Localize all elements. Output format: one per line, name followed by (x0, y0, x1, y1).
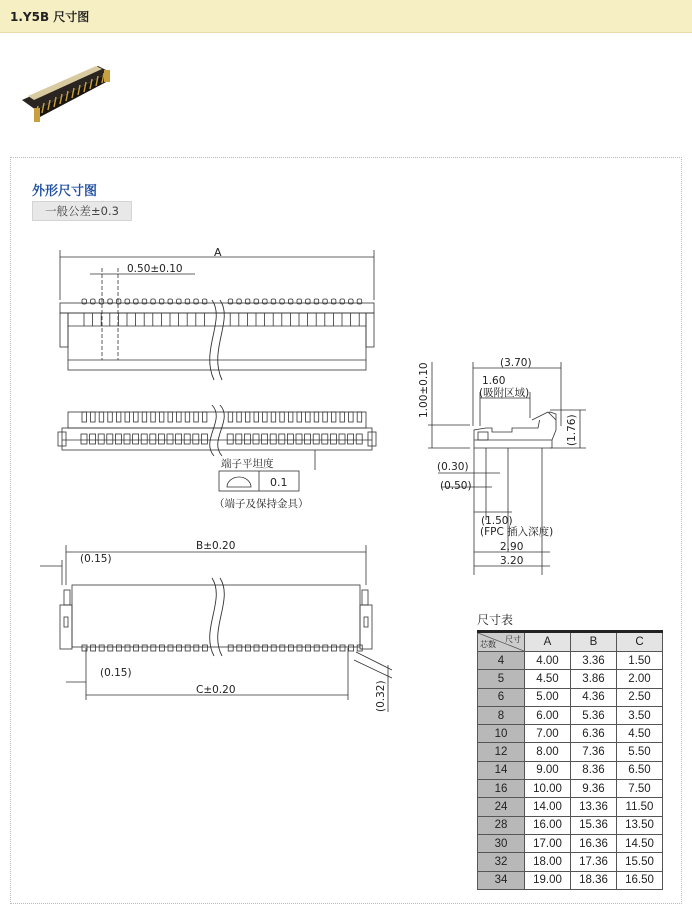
front-rib (280, 412, 285, 422)
front-rib (340, 412, 345, 422)
dim-b-cell: 9.36 (571, 780, 617, 798)
bottom-pin (340, 645, 345, 651)
bottom-pin (202, 645, 207, 651)
front-rib (349, 412, 354, 422)
core-count-cell: 24 (478, 798, 525, 816)
side-176: (1.76) (566, 414, 578, 446)
dimension-table (477, 630, 663, 890)
dim-a-cell: 4.00 (525, 652, 571, 670)
bottom-pin (134, 645, 139, 651)
dim-b-cell: 8.36 (571, 761, 617, 779)
corner-bottom-label: 芯数 (480, 640, 496, 649)
flatness-note: （端子及保持金具） (214, 498, 309, 510)
dim-c-cell: 2.00 (617, 670, 663, 688)
dim-b-cell: 17.36 (571, 853, 617, 871)
dim-c-cell: 2.50 (617, 688, 663, 706)
front-rib (108, 412, 113, 422)
table-row (478, 798, 663, 816)
front-contact (115, 434, 121, 444)
bottom-pin (297, 645, 302, 651)
dim-a-cell: 6.00 (525, 706, 571, 724)
bottom-pin (228, 645, 233, 651)
panel-title: 外形尺寸图 (32, 184, 98, 199)
dim-a-cell: 10.00 (525, 780, 571, 798)
column-header-b: B (571, 632, 617, 652)
front-contact (296, 434, 302, 444)
break-marks (210, 300, 225, 656)
front-rib (185, 412, 190, 422)
table-row (478, 688, 663, 706)
dim-b-cell: 15.36 (571, 816, 617, 834)
bottom-pin (280, 645, 285, 651)
side-160: 1.60 (482, 375, 506, 387)
flatness-value: 0.1 (270, 476, 288, 489)
front-rib (245, 412, 250, 422)
dim-a-cell: 14.00 (525, 798, 571, 816)
dim-b-cell: 3.36 (571, 652, 617, 670)
dim-b-cell: 7.36 (571, 743, 617, 761)
dim-b-cell: 5.36 (571, 706, 617, 724)
bottom-pin (185, 645, 190, 651)
side-050: (0.50) (440, 480, 472, 492)
front-rib (177, 412, 182, 422)
dim-c-cell: 5.50 (617, 743, 663, 761)
front-contact (176, 434, 182, 444)
front-contact (287, 434, 293, 444)
front-rib (125, 412, 130, 422)
flatness-label: 端子平坦度 (221, 458, 274, 470)
front-rib (194, 412, 199, 422)
side-150: (1.50) (481, 515, 513, 527)
table-row (478, 706, 663, 724)
top-view (60, 250, 374, 370)
front-contact (90, 434, 96, 444)
bottom-pin (331, 645, 336, 651)
bottom-pin (271, 645, 276, 651)
core-count-cell: 16 (478, 780, 525, 798)
dim-c-cell: 1.50 (617, 652, 663, 670)
core-count-cell: 10 (478, 725, 525, 743)
dim-b-cell: 6.36 (571, 725, 617, 743)
dim-a-cell: 18.00 (525, 853, 571, 871)
dim-a-cell: 5.00 (525, 688, 571, 706)
front-contact (279, 434, 285, 444)
front-rib (82, 412, 87, 422)
front-contact (227, 434, 233, 444)
front-rib (151, 412, 156, 422)
front-rib (237, 412, 242, 422)
dim-c-cell: 14.50 (617, 834, 663, 852)
table-body (478, 652, 663, 890)
pitch-label: 0.50±0.10 (127, 263, 183, 275)
bottom-pin (194, 645, 199, 651)
side-100: 1.00±0.10 (418, 362, 430, 418)
dim-c-cell: 11.50 (617, 798, 663, 816)
side-160-note: (吸附区域) (479, 387, 530, 399)
dim-b-cell: 18.36 (571, 871, 617, 889)
front-rib (254, 412, 259, 422)
front-rib (91, 412, 96, 422)
front-rib (116, 412, 121, 422)
dim-c-cell: 4.50 (617, 725, 663, 743)
front-contact (167, 434, 173, 444)
dim-c-cell: 16.50 (617, 871, 663, 889)
column-header-c: C (617, 632, 663, 652)
dim-a-cell: 19.00 (525, 871, 571, 889)
bottom-pin (288, 645, 293, 651)
core-count-cell: 14 (478, 761, 525, 779)
front-contact (158, 434, 164, 444)
dim-c-cell: 3.50 (617, 706, 663, 724)
dim-c-cell: 6.50 (617, 761, 663, 779)
side-290: 2.90 (500, 541, 524, 553)
dim-a-cell: 9.00 (525, 761, 571, 779)
front-contact (348, 434, 354, 444)
bottom-pin (159, 645, 164, 651)
front-rib (306, 412, 311, 422)
bottom-pin (323, 645, 328, 651)
bottom-pin (116, 645, 121, 651)
front-rib (142, 412, 147, 422)
table-row (478, 761, 663, 779)
front-contact (201, 434, 207, 444)
tolerance-note: 一般公差±0.3 (32, 201, 132, 221)
bottom-pin (263, 645, 268, 651)
corner-top-label: 尺寸 (505, 635, 521, 644)
bottom-pin (349, 645, 354, 651)
table-row (478, 871, 663, 889)
front-contact (253, 434, 259, 444)
dim-b-cell: 4.36 (571, 688, 617, 706)
core-count-cell: 34 (478, 871, 525, 889)
dim-032: (0.32) (375, 680, 387, 712)
front-rib (134, 412, 139, 422)
front-rib (159, 412, 164, 422)
front-contact (262, 434, 268, 444)
front-contact (356, 434, 362, 444)
table-row (478, 725, 663, 743)
table-row (478, 780, 663, 798)
dim-b-label: B±0.20 (196, 540, 236, 552)
dim-c-cell: 15.50 (617, 853, 663, 871)
front-contact (236, 434, 242, 444)
dim-c-cell: 7.50 (617, 780, 663, 798)
dim-b-cell: 3.86 (571, 670, 617, 688)
table-row (478, 743, 663, 761)
front-contact (98, 434, 104, 444)
bottom-pin (314, 645, 319, 651)
side-030: (0.30) (437, 461, 469, 473)
front-contact (81, 434, 87, 444)
core-count-cell: 28 (478, 816, 525, 834)
front-rib (228, 412, 233, 422)
table-title: 尺寸表 (477, 613, 514, 627)
front-rib (168, 412, 173, 422)
bottom-pin (142, 645, 147, 651)
front-view (58, 412, 376, 491)
core-count-cell: 8 (478, 706, 525, 724)
side-370: (3.70) (500, 357, 532, 369)
table-row (478, 834, 663, 852)
dim-b-cell: 16.36 (571, 834, 617, 852)
table-row (478, 853, 663, 871)
front-contact (330, 434, 336, 444)
front-rib (323, 412, 328, 422)
dim-015-top: (0.15) (80, 553, 112, 565)
column-header-a: A (525, 632, 571, 652)
front-contact (193, 434, 199, 444)
front-rib (357, 412, 362, 422)
bottom-pin (99, 645, 104, 651)
front-rib (314, 412, 319, 422)
dim-015-bottom: (0.15) (100, 667, 132, 679)
bottom-pin (91, 645, 96, 651)
table-row (478, 670, 663, 688)
front-rib (271, 412, 276, 422)
dim-c-cell: 13.50 (617, 816, 663, 834)
front-contact (322, 434, 328, 444)
front-contact (270, 434, 276, 444)
front-rib (331, 412, 336, 422)
core-count-cell: 6 (478, 688, 525, 706)
front-contact (141, 434, 147, 444)
bottom-pin (306, 645, 311, 651)
bottom-pin (177, 645, 182, 651)
table-row (478, 652, 663, 670)
dim-a-cell: 17.00 (525, 834, 571, 852)
page-title: 1.Y5B 尺寸图 (10, 10, 90, 24)
dim-b-cell: 13.36 (571, 798, 617, 816)
front-contact (107, 434, 113, 444)
dim-c-label: C±0.20 (196, 684, 236, 696)
table-corner-header (478, 632, 525, 652)
side-320: 3.20 (500, 555, 524, 567)
side-fpc: (FPC 插入深度) (480, 526, 554, 538)
front-rib (297, 412, 302, 422)
bottom-pin (245, 645, 250, 651)
dim-a-cell: 8.00 (525, 743, 571, 761)
core-count-cell: 4 (478, 652, 525, 670)
front-rib (263, 412, 268, 422)
dim-a-cell: 16.00 (525, 816, 571, 834)
front-contact (244, 434, 250, 444)
front-contact (150, 434, 156, 444)
dim-a-cell: 4.50 (525, 670, 571, 688)
front-contact (313, 434, 319, 444)
front-rib (288, 412, 293, 422)
core-count-cell: 5 (478, 670, 525, 688)
table-row (478, 816, 663, 834)
core-count-cell: 30 (478, 834, 525, 852)
bottom-pin (237, 645, 242, 651)
front-contact (339, 434, 345, 444)
dim-a-label: A (214, 246, 222, 259)
core-count-cell: 12 (478, 743, 525, 761)
core-count-cell: 32 (478, 853, 525, 871)
front-contact (184, 434, 190, 444)
bottom-pin (254, 645, 259, 651)
front-rib (202, 412, 207, 422)
bottom-pin (108, 645, 113, 651)
bottom-pin (151, 645, 156, 651)
front-contact (133, 434, 139, 444)
front-rib (99, 412, 104, 422)
bottom-pin (125, 645, 130, 651)
dim-a-cell: 7.00 (525, 725, 571, 743)
front-contact (124, 434, 130, 444)
bottom-pin (168, 645, 173, 651)
front-contact (305, 434, 311, 444)
